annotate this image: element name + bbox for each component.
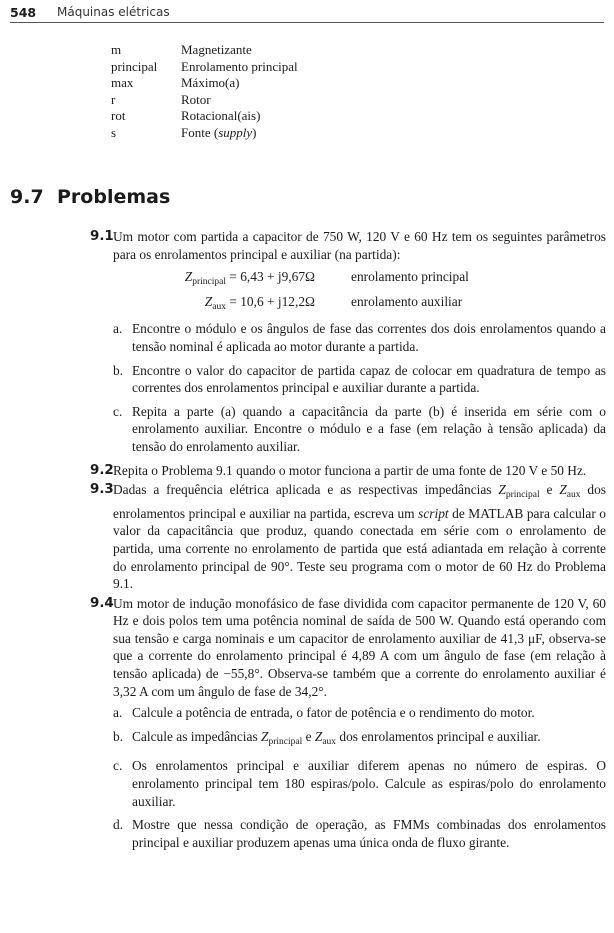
symbol-key: max	[111, 75, 134, 91]
equation-aux: $Z_{aux} = 10,6 + j12,2\Omega$ enrolamento auxiliar	[113, 293, 606, 317]
subproblem-c: c. Repita a parte (a) quando a capacitância da parte (b) é inserida em série com o enrolamento auxiliar. Encontre o módulo e a fase (em relação à tensão aplicada) da tensão do enrolamento auxiliar.	[113, 403, 606, 454]
symbol-row	[111, 125, 298, 142]
problem-text: Um motor de indução monofásico de fase dividida com capacitor permanente de 120 V, 60 Hz e dois polos tem uma potência nominal de saída de 500 W. Quando está operando com sua tensão e carga nominais e um capacitor de enrolamento auxiliar de 41,3 μF, observa-se que a corrente do enrolamento principal é 4,89 A com um ângulo de fase (em relação à tensão aplicada) de −55,8°. Observa-se também que a corrente do enrolamento auxiliar é 3,32 A com um ângulo de fase de 34,2°.	[113, 595, 606, 699]
equation-block	[113, 268, 606, 316]
subproblem-b: b. Encontre o valor do capacitor de partida capaz de colocar em quadratura de tempo as correntes dos enrolamentos principal e auxiliar durante a partida.	[113, 362, 606, 396]
symbol-key: principal	[111, 58, 158, 74]
symbol-row	[111, 92, 298, 109]
symbol-list	[111, 42, 298, 142]
subproblem-a: a. Encontre o módulo e os ângulos de fase das correntes dos dois enrolamentos quando a tensão nominal é aplicada ao motor durante a partida.	[113, 321, 606, 354]
equation-description: enrolamento auxiliar	[351, 293, 463, 309]
symbol-value: Magnetizante	[181, 42, 252, 57]
header-rule	[10, 22, 604, 23]
problem-text: Dadas a frequência elétrica aplicada e as respectivas impedâncias $Z_{principal}$ e $Z_{aux}$ dos enrolamentos principal e auxiliar na partida, escreva um script de MATLAB para calcular o valor da capacitância que produz, quando conectada em série com o enrolamento de partida, uma corrente no enrolamento de partida que está adiantada em relação à corrente do enrolamento principal de 90°. Teste seu programa com o motor de 60 Hz do Problema 9.1.	[113, 482, 607, 592]
symbol-key: m	[111, 42, 122, 57]
subproblem-b: b. Calcule as impedâncias $Z_{principal}$ e $Z_{aux}$ dos enrolamentos principal e auxiliar.	[113, 728, 541, 747]
problem-9-4	[90, 595, 606, 852]
subproblem-d: d. Mostre que nessa condição de operação, as FMMs combinadas dos enrolamentos principal e auxiliar produzem apenas uma única onda de fluxo girante.	[113, 817, 606, 850]
symbol-value: Fonte (supply)	[181, 124, 257, 140]
section-title: Problemas	[57, 186, 171, 208]
subproblem-list	[113, 320, 606, 455]
symbol-row	[111, 75, 298, 92]
symbol-row	[111, 108, 298, 125]
symbol-value: Máximo(a)	[181, 75, 240, 91]
symbol-key: rot	[111, 108, 126, 124]
running-title: Máquinas elétricas	[57, 5, 170, 19]
equation-description: enrolamento principal	[351, 269, 469, 285]
page-number: 548	[10, 5, 37, 20]
section-number: 9.7	[10, 186, 44, 208]
section-heading	[10, 186, 170, 208]
symbol-key: r	[111, 91, 116, 107]
symbol-value: Enrolamento principal	[181, 58, 298, 74]
symbol-row	[111, 42, 298, 59]
problem-text: Um motor com partida a capacitor de 750 W, 120 V e 60 Hz tem os seguintes parâmetros para os enrolamentos principal e auxiliar (na partida):	[113, 229, 606, 262]
problem-number: 9.3	[90, 482, 114, 498]
running-header	[10, 2, 604, 24]
problem-9-3	[90, 481, 606, 593]
equation-principal: $Z_{principal} = 6,43 + j9,67\Omega$ enrolamento principal	[113, 268, 606, 292]
symbol-key: s	[111, 124, 117, 140]
problem-9-2	[90, 462, 606, 480]
problem-list	[90, 228, 606, 857]
problem-text: Repita o Problema 9.1 quando o motor funciona a partir de uma fonte de 120 V e 50 Hz.	[113, 462, 587, 478]
problem-9-1	[90, 228, 606, 456]
subproblem-list	[113, 704, 606, 851]
subproblem-c: c. Os enrolamentos principal e auxiliar diferem apenas no número de espiras. O enrolamento principal tem 180 espiras/polo. Calcule as espiras/polo do enrolamento auxiliar.	[113, 758, 606, 809]
problem-number: 9.2	[90, 462, 114, 478]
subproblem-a: a. Calcule a potência de entrada, o fator de potência e o rendimento do motor.	[113, 705, 535, 721]
symbol-row	[111, 59, 298, 76]
problem-number: 9.4	[90, 595, 114, 611]
symbol-value: Rotacional(ais)	[181, 108, 261, 124]
problem-number: 9.1	[90, 229, 114, 244]
symbol-value: Rotor	[181, 91, 211, 107]
